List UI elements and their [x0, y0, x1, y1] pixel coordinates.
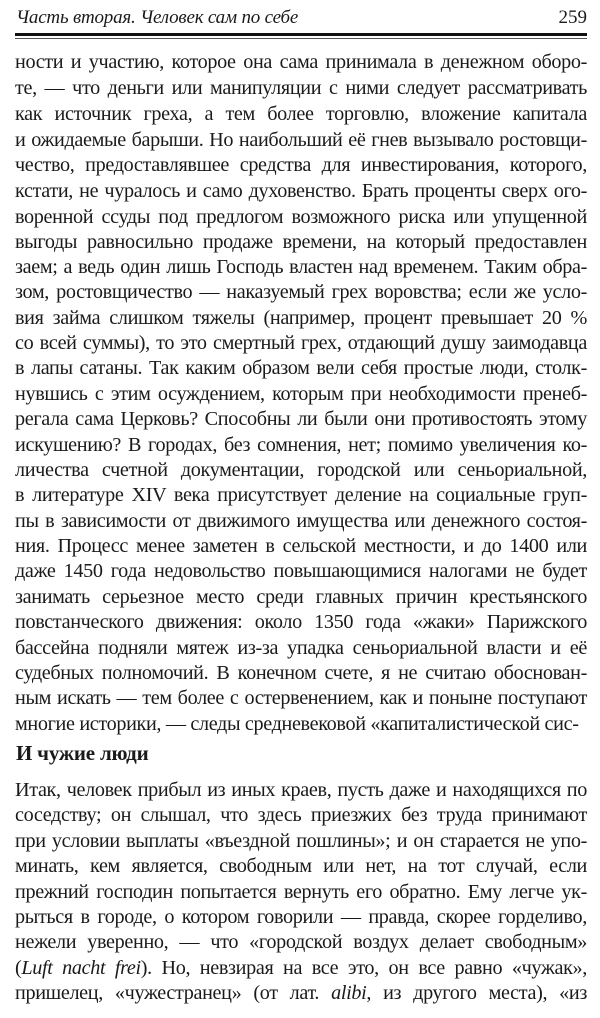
text-line: занимать серьезное место среди главных причин крестьянского — [15, 586, 587, 608]
running-head-title: Часть вторая. Человек сам по себе — [16, 7, 299, 28]
text-line: судебных полномочий. В конечном счете, я не считаю обоснован- — [15, 662, 587, 684]
text-line: кстати, не чуралось и само духовенство. Брать проценты сверх ого- — [15, 180, 587, 202]
text-line: те, — что деньги или манипуляции с ними следует рассматривать — [15, 77, 587, 99]
text-line: многие историки, — следы средневековой «капиталистической сис- — [15, 713, 579, 735]
line-rest: ). Но, невзирая на все это, он все равно «чужак», — [140, 957, 587, 979]
text-line: нежели уверенно, — что «городской воздух делает свободным» — [15, 931, 587, 953]
text-line: в литературе XIV века присутствует деление на социальные груп- — [15, 484, 587, 506]
text-line: ности и участию, которое она сама принимала в денежном оборо- — [15, 51, 587, 73]
text-line: бассейна подняли мятеж из-за упадка сеньориальной власти и её — [15, 637, 587, 659]
text-line: даже 1450 года недовольство повышающимися налогами не будет — [15, 560, 587, 582]
text-line: нувшись с этим осуждением, которым при необходимости пренеб- — [15, 383, 587, 405]
text-line: соседству; он слышал, что здесь приезжих без труда принимают — [15, 804, 587, 826]
text-line: ным искать — тем более с остервенением, как и поныне поступают — [15, 687, 587, 709]
text-line: зом, ростовщичество — наказуемый грех воровства; если же усло- — [15, 281, 587, 303]
text-line: заем; а ведь один лишь Господь властен над временем. Таким обра- — [15, 256, 587, 278]
text-line: как источник греха, а тем более торговлю, вложение капитала — [15, 103, 587, 125]
text-line: личества счетной документации, городской или сеньориальной, — [15, 459, 587, 481]
text-line-with-italic — [15, 980, 587, 1006]
section-heading: И чужие люди — [16, 741, 149, 765]
header-rule-thick — [15, 33, 587, 36]
text-line: Итак, человек прибыл из иных краев, пусть даже и находящихся по — [15, 779, 587, 801]
latin-word: alibi — [331, 982, 367, 1004]
text-line: и ожидаемые барыши. Но наибольший её гнев вызывало ростовщи- — [15, 129, 587, 151]
running-head — [15, 6, 587, 30]
open-paren: ( — [15, 957, 22, 979]
text-line: повстанческого движения: около 1350 года «жаки» Парижского — [15, 611, 587, 633]
text-line: вия займа слишком тяжелы (например, процент превышает 20 % — [15, 307, 587, 329]
text-line: со всей суммы), то это смертный грех, отдающий душу заимодавца — [15, 332, 587, 354]
text-line: пы в зависимости от движимого имущества или денежного состоя- — [15, 510, 587, 532]
text-line: при условии выплаты «въездной пошлины»; и он старается не упо- — [15, 830, 587, 852]
german-phrase: Luft nacht frei — [21, 957, 141, 979]
page-number: 259 — [558, 7, 587, 28]
text-line: в лапы сатаны. Так каким образом вели себя простые люди, столк- — [15, 357, 587, 379]
header-rule-thin — [15, 38, 587, 39]
line-end: , из другого места), «из — [366, 982, 587, 1004]
text-line: воренной ссуды под предлогом возможного риска или упущенной — [15, 206, 587, 228]
text-line: ния. Процесс менее заметен в сельской местности, и до 1400 или — [15, 535, 587, 557]
text-line: чество, предоставлявшее средства для инвестирования, которого, — [15, 154, 587, 176]
text-line-with-italic — [15, 955, 587, 981]
text-line: выгоды равносильно продаже времени, на который предоставлен — [15, 231, 587, 253]
text-line: минать, кем является, свободным или нет, на тот случай, если — [15, 855, 587, 877]
text-line: прежний господин попытается вернуть его обратно. Ему легче ук- — [15, 881, 587, 903]
line-start: пришелец, «чужестранец» (от лат. — [15, 982, 332, 1004]
text-line: регала сама Церковь? Способны ли были они противостоять этому — [15, 408, 587, 430]
text-line: искушению? В городах, без сомнения, нет; помимо увеличения ко- — [15, 434, 587, 456]
text-line: рыться в городе, о котором говорили — правда, скорее горделиво, — [15, 906, 587, 928]
